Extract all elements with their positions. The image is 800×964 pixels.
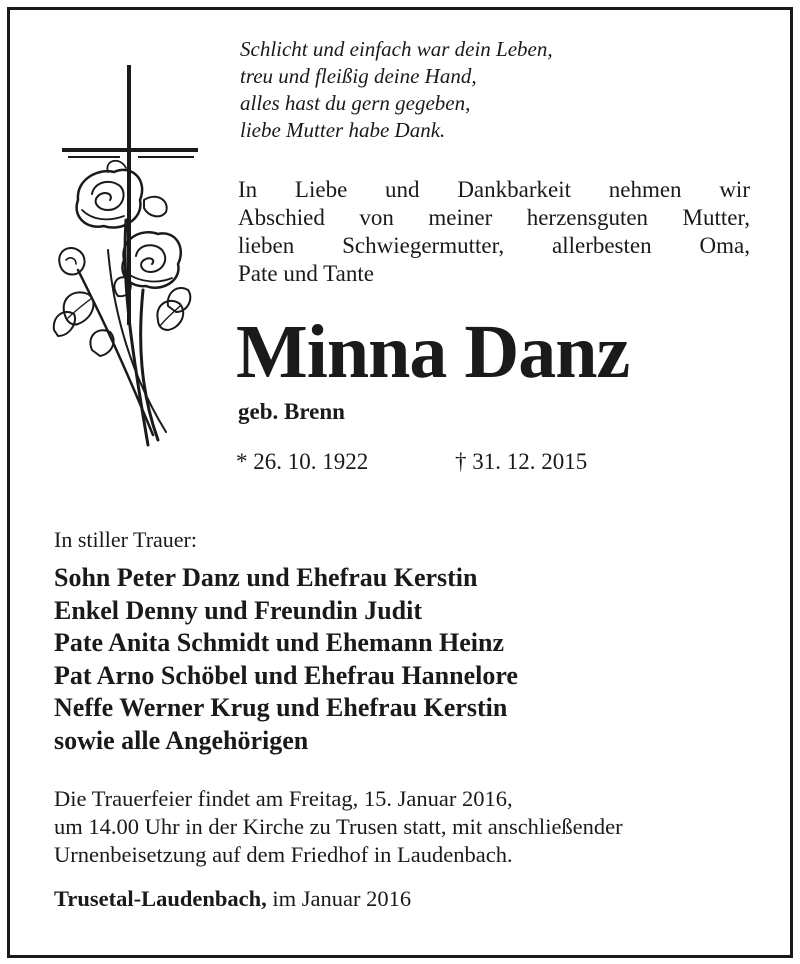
- deceased-name: Minna Danz: [236, 310, 630, 394]
- mourner-entry: sowie alle Angehörigen: [54, 725, 309, 755]
- poem-line: Schlicht und einfach war dein Leben,: [240, 37, 553, 61]
- poem-line: treu und fleißig deine Hand,: [240, 64, 477, 88]
- farewell-line: lieben Schwiegermutter, allerbesten Oma,: [238, 233, 750, 258]
- birth-date: * 26. 10. 1922: [236, 449, 369, 474]
- funeral-service-info: [54, 785, 623, 869]
- place-date: im Januar 2016: [266, 886, 412, 911]
- poem-line: liebe Mutter habe Dank.: [240, 118, 446, 142]
- farewell-line: Abschied von meiner herzensguten Mutter,: [238, 205, 750, 230]
- place-town: Trusetal-Laudenbach,: [54, 886, 267, 911]
- service-line: um 14.00 Uhr in der Kirche zu Trusen statt, mit anschließender: [54, 814, 623, 839]
- mourners-list: [54, 562, 518, 757]
- death-date: † 31. 12. 2015: [455, 449, 588, 474]
- farewell-text: [238, 176, 750, 288]
- farewell-line: In Liebe und Dankbarkeit nehmen wir: [238, 177, 750, 202]
- cross-with-roses-icon: [48, 60, 208, 455]
- mourner-entry: Neffe Werner Krug und Ehefrau Kerstin: [54, 693, 508, 722]
- mourner-entry: Pat Arno Schöbel und Ehefrau Hannelore: [54, 660, 518, 690]
- farewell-line: Pate und Tante: [238, 261, 374, 286]
- maiden-name: geb. Brenn: [238, 399, 345, 424]
- mourner-entry: Enkel Denny und Freundin Judit: [54, 595, 422, 625]
- memorial-poem: [240, 36, 553, 144]
- mourner-entry: Pate Anita Schmidt und Ehemann Heinz: [54, 628, 505, 657]
- poem-line: alles hast du gern gegeben,: [240, 91, 471, 115]
- service-line: Urnenbeisetzung auf dem Friedhof in Laudenbach.: [54, 842, 513, 867]
- mourners-heading: In stiller Trauer:: [54, 527, 197, 552]
- service-line: Die Trauerfeier findet am Freitag, 15. Januar 2016,: [54, 786, 513, 811]
- mourner-entry: Sohn Peter Danz und Ehefrau Kerstin: [54, 563, 478, 592]
- place-and-date: [54, 885, 411, 913]
